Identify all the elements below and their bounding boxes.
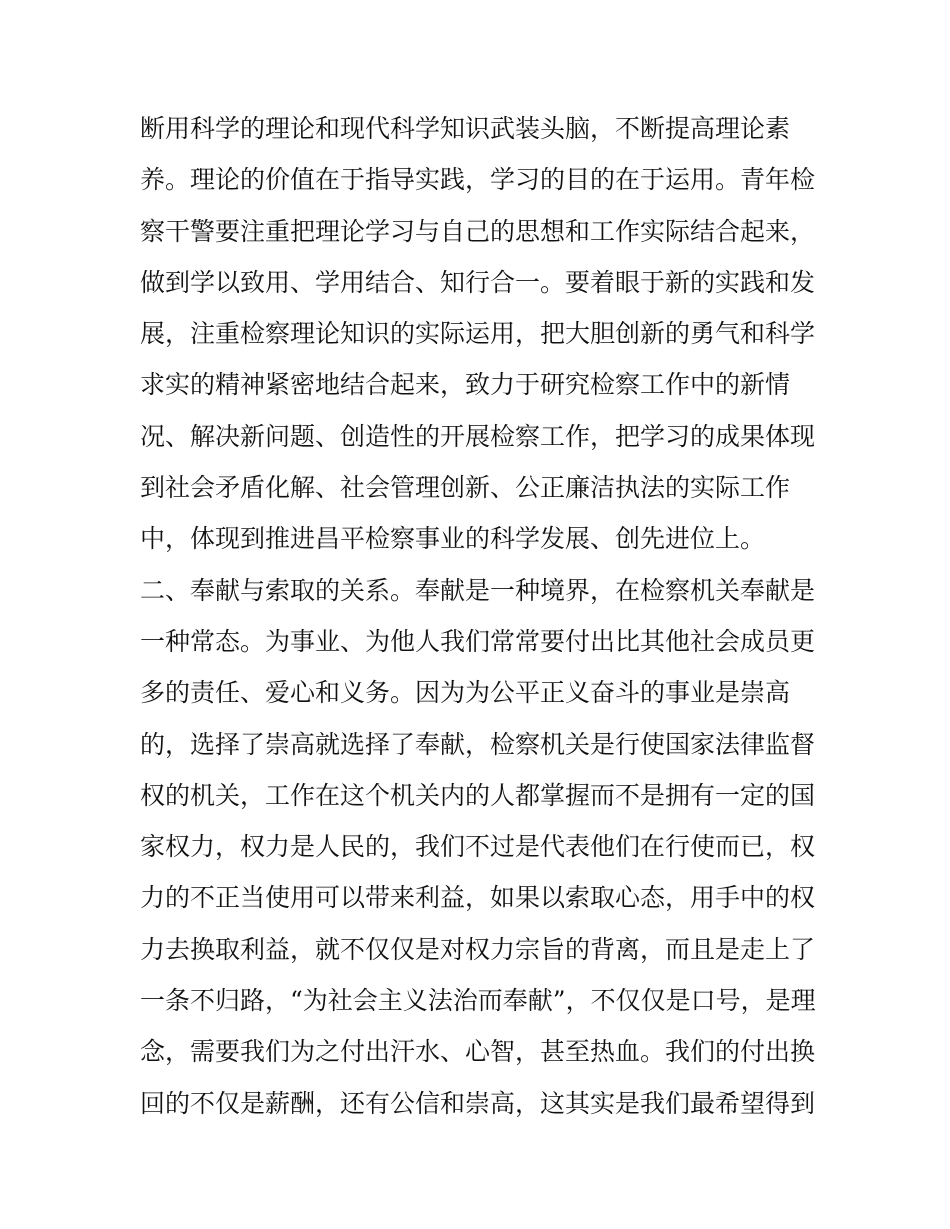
body-text [140, 103, 820, 1129]
text-line: 求实的精神紧密地结合起来，致力于研究检察工作中的新情 [140, 370, 791, 400]
text-line: 回的不仅是薪酬，还有公信和崇高，这其实是我们最希望得到 [140, 1088, 816, 1118]
text-line: 断用科学的理论和现代科学知识武装头脑，不断提高理论素 [140, 114, 791, 143]
text-line: 况、解决新问题、创造性的开展检察工作，把学习的成果体现 [140, 421, 816, 451]
text-line: 到社会矛盾化解、社会管理创新、公正廉洁执法的实际工作 [140, 473, 791, 503]
text-line: 念，需要我们为之付出汗水、心智，甚至热血。我们的付出换 [140, 1037, 816, 1067]
text-line: 一条不归路，“为社会主义法治而奉献”，不仅仅是口号，是理 [140, 986, 816, 1016]
text-line: 多的责任、爱心和义务。因为为公平正义奋斗的事业是崇高 [140, 678, 791, 708]
text-line: 权的机关，工作在这个机关内的人都掌握而不是拥有一定的国 [140, 780, 816, 810]
text-line: 力去换取利益，就不仅仅是对权力宗旨的背离，而且是走上了 [140, 934, 816, 964]
text-line: 察干警要注重把理论学习与自己的思想和工作实际结合起来， [140, 216, 816, 246]
text-line: 中，体现到推进昌平检察事业的科学发展、创先进位上。 [140, 524, 766, 554]
text-line: 一种常态。为事业、为他人我们常常要付出比其他社会成员更 [140, 626, 816, 656]
section-heading-line: 二、奉献与索取的关系。奉献是一种境界，在检察机关奉献是 [140, 575, 816, 605]
text-line: 力的不正当使用可以带来利益，如果以索取心态，用手中的权 [140, 883, 816, 913]
text-line: 做到学以致用、学用结合、知行合一。要着眼于新的实践和发 [140, 267, 816, 297]
text-line: 的，选择了崇高就选择了奉献，检察机关是行使国家法律监督 [140, 729, 816, 759]
text-line: 养。理论的价值在于指导实践，学习的目的在于运用。青年检 [140, 165, 816, 195]
text-line: 家权力，权力是人民的，我们不过是代表他们在行使而已，权 [140, 832, 816, 862]
text-line: 展，注重检察理论知识的实际运用，把大胆创新的勇气和科学 [140, 319, 816, 349]
